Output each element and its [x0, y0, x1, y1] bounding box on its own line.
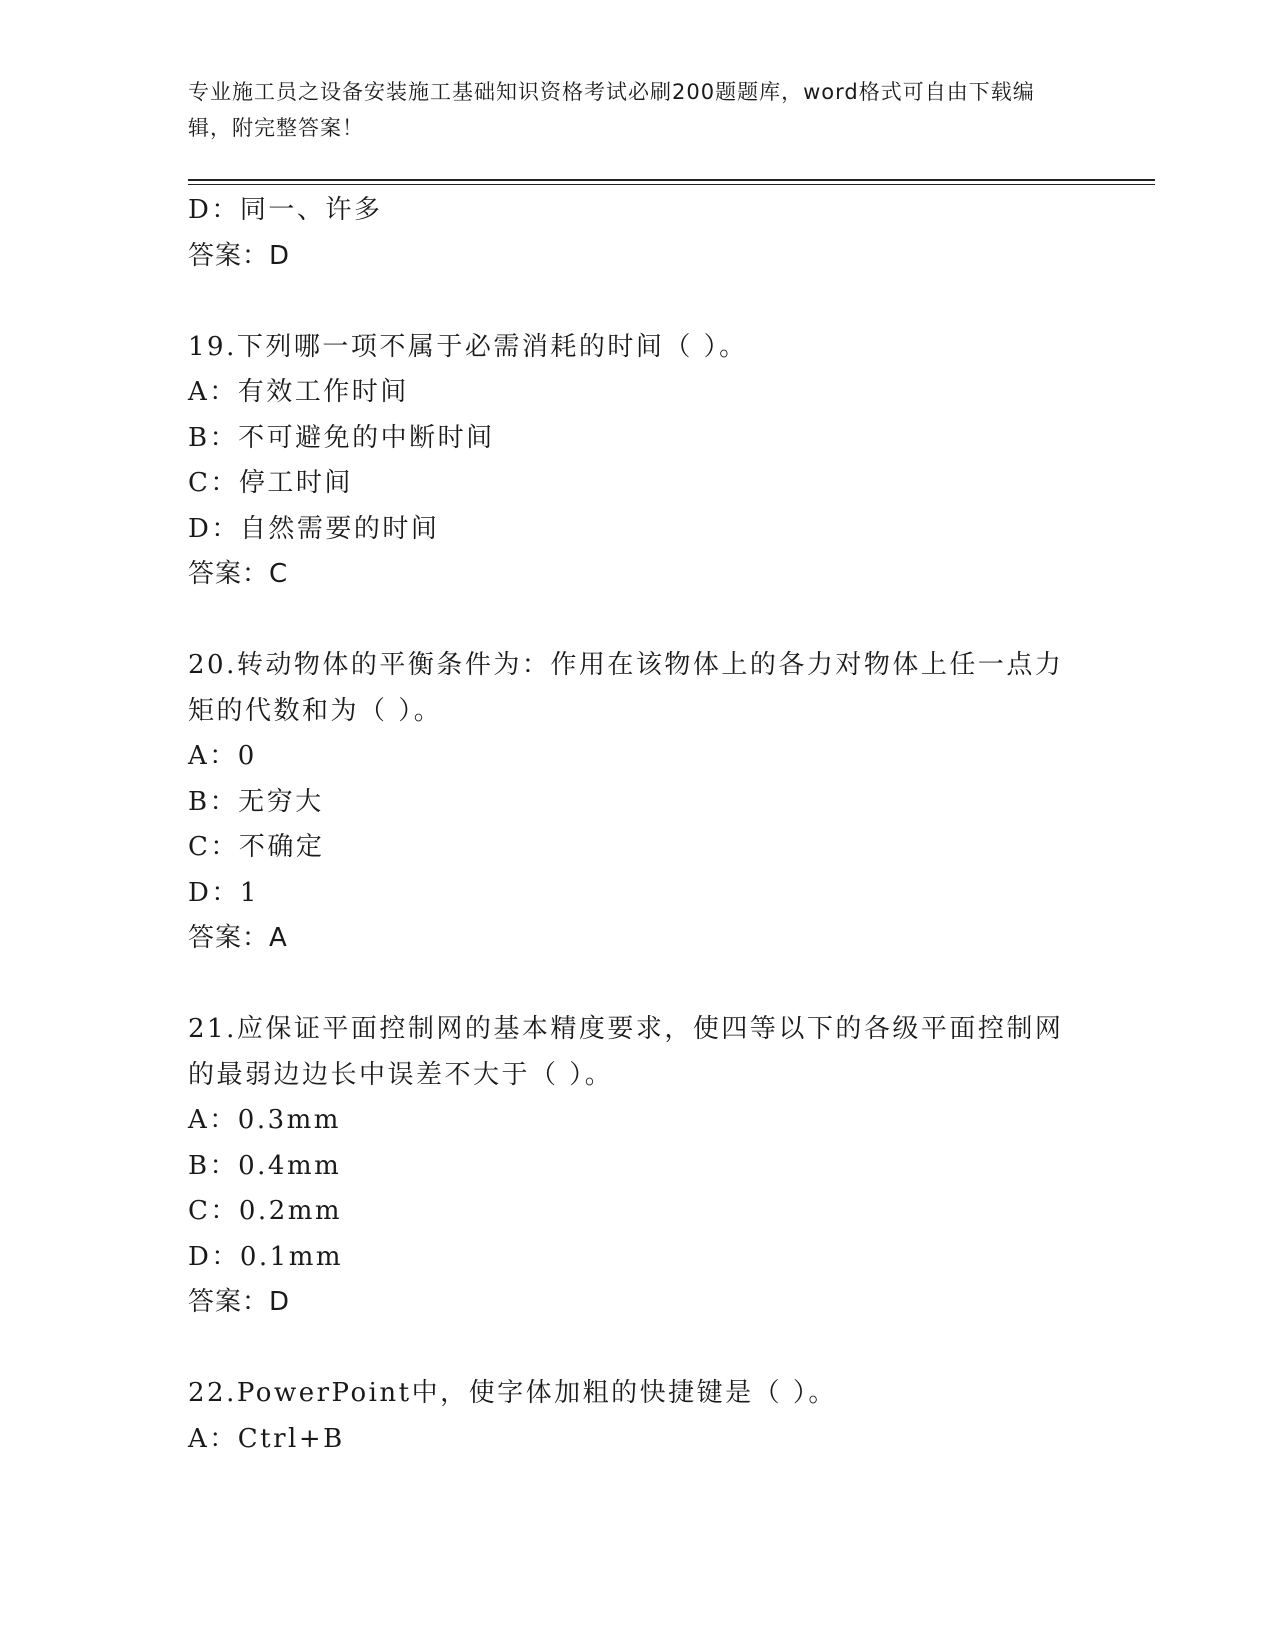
- q19-option-c: C：停工时间: [188, 468, 353, 498]
- document-header: 专业施工员之设备安装施工基础知识资格考试必刷200题题库，word格式可自由下载编辑，附完整答案！: [188, 80, 1035, 140]
- q19-option-d: D：自然需要的时间: [188, 513, 440, 544]
- question-content: [188, 188, 1088, 1462]
- q20-question-line2: 矩的代数和为（ ）。: [188, 695, 443, 726]
- q21-option-d: D：0.1mm: [188, 1241, 344, 1272]
- q19-answer: 答案：C: [188, 559, 289, 589]
- q19-option-b: B：不可避免的中断时间: [188, 422, 495, 453]
- q20-option-c: C：不确定: [188, 832, 325, 862]
- spacer: [188, 962, 1088, 1008]
- q18-answer: 答案：D: [188, 240, 291, 271]
- q20-option-b: B：无穷大: [188, 786, 324, 817]
- q20-option-d: D：1: [188, 877, 259, 908]
- header-divider-thick: [188, 179, 1155, 181]
- q20-option-a: A：0: [188, 741, 257, 771]
- spacer: [188, 598, 1088, 644]
- header-divider-thin: [188, 184, 1155, 185]
- q22-option-a: A：Ctrl+B: [188, 1423, 345, 1454]
- q21-question-line2: 的最弱边边长中误差不大于（ ）。: [188, 1059, 614, 1090]
- q19-option-a: A：有效工作时间: [188, 377, 409, 407]
- q21-question-line1: 21.应保证平面控制网的基本精度要求，使四等以下的各级平面控制网: [188, 1014, 1064, 1044]
- q22-question: 22.PowerPoint中，使字体加粗的快捷键是（ ）。: [188, 1378, 837, 1408]
- spacer: [188, 279, 1088, 325]
- q20-question-line1: 20.转动物体的平衡条件为：作用在该物体上的各力对物体上任一点力: [188, 650, 1064, 680]
- q20-answer: 答案：A: [188, 923, 288, 953]
- q18-option-d: D：同一、许多: [188, 195, 383, 225]
- q21-option-a: A：0.3mm: [188, 1105, 341, 1135]
- q19-question: 19.下列哪一项不属于必需消耗的时间（ ）。: [188, 331, 748, 362]
- q21-answer: 答案：D: [188, 1287, 291, 1317]
- spacer: [188, 1326, 1088, 1372]
- q21-option-c: C：0.2mm: [188, 1196, 343, 1226]
- q21-option-b: B：0.4mm: [188, 1150, 342, 1181]
